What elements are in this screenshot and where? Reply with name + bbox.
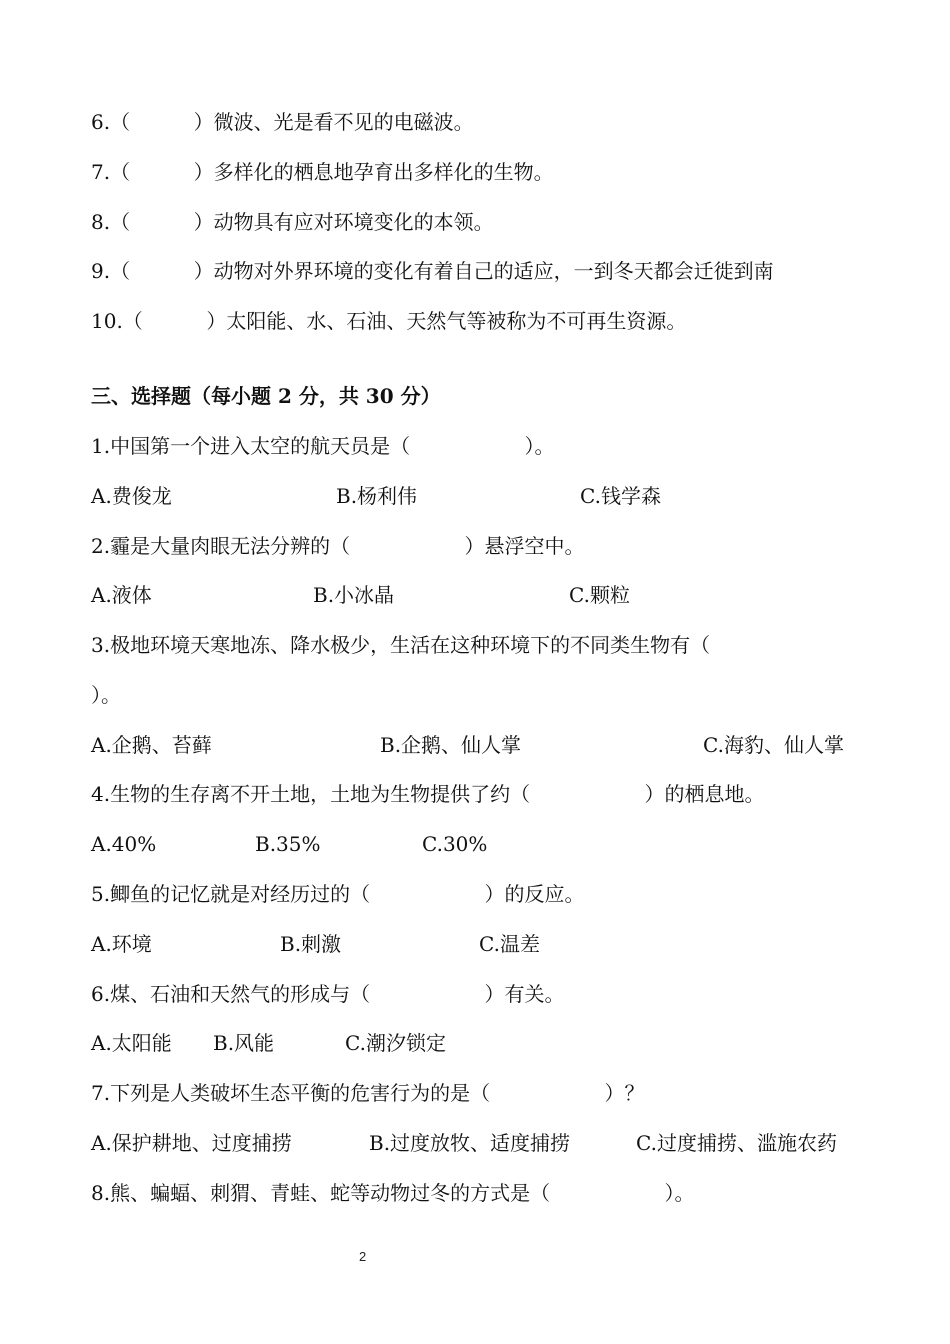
truefalse-item-6: 6.（ ）微波、光是看不见的电磁波。 <box>91 110 474 134</box>
section-title: 三、选择题（每小题 2 分，共 30 分） <box>91 384 441 408</box>
truefalse-item-8: 8.（ ）动物具有应对环境变化的本领。 <box>91 210 494 234</box>
question-7-stem: 7.下列是人类破坏生态平衡的危害行为的是（ ）？ <box>91 1081 645 1105</box>
question-4-option-c: C.30% <box>422 832 488 856</box>
question-3-stem-continued: ）。 <box>91 683 121 707</box>
question-5-stem: 5.鲫鱼的记忆就是对经历过的（ ）的反应。 <box>91 882 585 906</box>
truefalse-item-7: 7.（ ）多样化的栖息地孕育出多样化的生物。 <box>91 160 554 184</box>
question-4-stem: 4.生物的生存离不开土地，土地为生物提供了约（ ）的栖息地。 <box>91 782 765 806</box>
question-8-stem: 8.熊、蝙蝠、刺猬、青蛙、蛇等动物过冬的方式是（ ）。 <box>91 1181 695 1205</box>
page-number: 2 <box>359 1249 367 1264</box>
question-6-stem: 6.煤、石油和天然气的形成与（ ）有关。 <box>91 982 565 1006</box>
question-2-option-a: A.液体 <box>91 583 152 607</box>
question-6-option-c: C.潮汐锁定 <box>345 1031 446 1055</box>
question-7-option-b: B.过度放牧、适度捕捞 <box>369 1131 571 1155</box>
question-3-option-a: A.企鹅、苔藓 <box>91 733 212 757</box>
question-6-option-b: B.风能 <box>213 1031 275 1055</box>
question-5-option-b: B.刺激 <box>280 932 342 956</box>
truefalse-item-10: 10.（ ）太阳能、水、石油、天然气等被称为不可再生资源。 <box>91 309 687 333</box>
question-2-option-b: B.小冰晶 <box>313 583 395 607</box>
question-4-option-a: A.40% <box>91 832 157 856</box>
question-1-stem: 1.中国第一个进入太空的航天员是（ ）。 <box>91 434 555 458</box>
question-1-option-b: B.杨利伟 <box>336 484 418 508</box>
question-5-option-a: A.环境 <box>91 932 152 956</box>
question-3-option-c: C.海豹、仙人掌 <box>703 733 844 757</box>
truefalse-item-9: 9.（ ）动物对外界环境的变化有着自己的适应，一到冬天都会迁徙到南 <box>91 259 774 283</box>
question-2-stem: 2.霾是大量肉眼无法分辨的（ ）悬浮空中。 <box>91 534 585 558</box>
question-1-option-c: C.钱学森 <box>580 484 661 508</box>
question-3-option-b: B.企鹅、仙人掌 <box>380 733 522 757</box>
question-6-option-a: A.太阳能 <box>91 1031 172 1055</box>
question-3-stem: 3.极地环境天寒地冻、降水极少，生活在这种环境下的不同类生物有（ <box>91 633 711 657</box>
question-4-option-b: B.35% <box>255 832 321 856</box>
question-7-option-a: A.保护耕地、过度捕捞 <box>91 1131 292 1155</box>
question-7-option-c: C.过度捕捞、滥施农药 <box>636 1131 837 1155</box>
question-5-option-c: C.温差 <box>479 932 540 956</box>
question-2-option-c: C.颗粒 <box>569 583 630 607</box>
question-1-option-a: A.费俊龙 <box>91 484 172 508</box>
